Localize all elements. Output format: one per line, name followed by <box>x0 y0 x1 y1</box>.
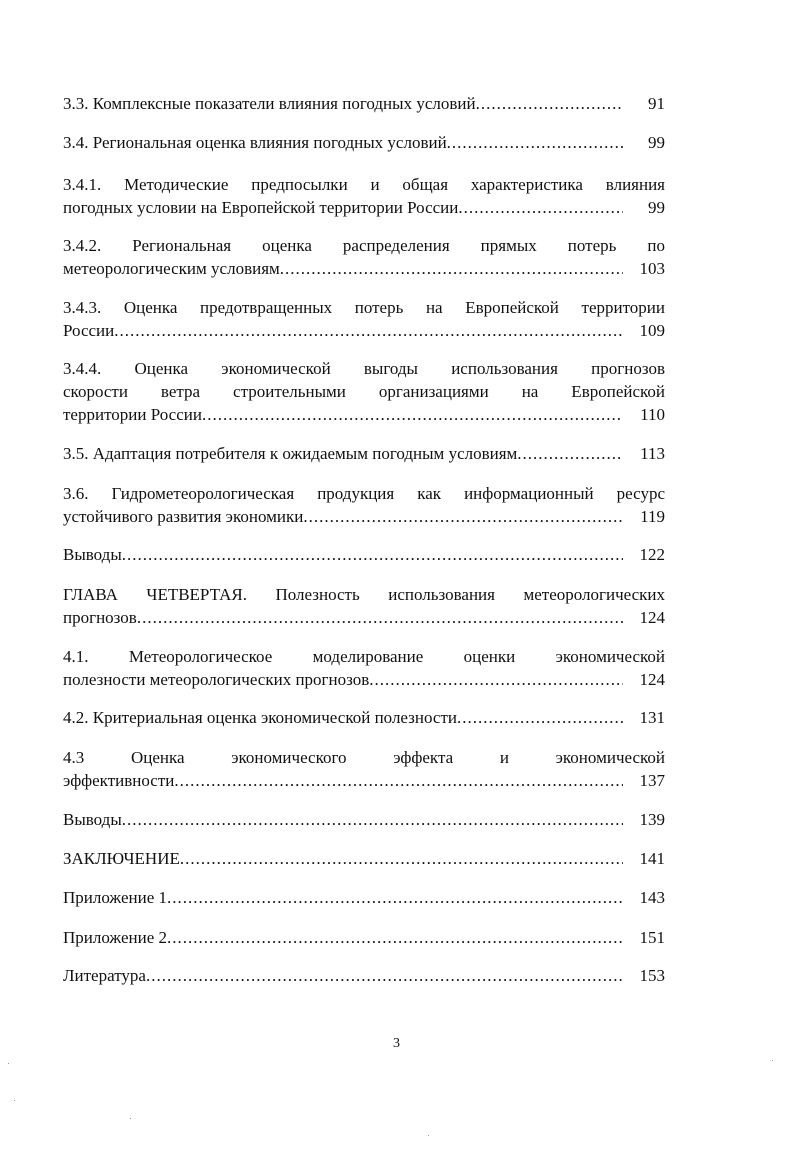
toc-entry <box>63 296 665 342</box>
toc-entry-text-line: 3.4.2. Региональная оценка распределения прямых потерь по <box>63 236 665 255</box>
toc-entry <box>63 543 665 566</box>
dot-leader <box>180 847 623 870</box>
dot-leader <box>280 257 623 280</box>
toc-entry <box>63 706 665 729</box>
toc-entry <box>63 926 665 949</box>
dot-leader <box>174 769 623 792</box>
toc-entry-page-number: 141 <box>639 849 665 868</box>
toc-entry <box>63 131 665 154</box>
toc-entry-page-number: 137 <box>639 771 665 790</box>
toc-entry-page-number: 139 <box>639 810 665 829</box>
toc-entry-title: Выводы <box>63 810 122 829</box>
toc-entry-title: прогнозов <box>63 608 137 627</box>
toc-entry-title: 3.5. Адаптация потребителя к ожидаемым погодным условиям <box>63 444 518 463</box>
toc-entry-page-number: 110 <box>640 405 665 424</box>
toc-entry-page-number: 151 <box>639 928 665 947</box>
toc-entry-title: России <box>63 321 115 340</box>
scan-speck <box>8 1063 9 1064</box>
dot-leader <box>167 926 623 949</box>
toc-entry <box>63 746 665 792</box>
toc-entry-leader-line <box>63 606 665 629</box>
dot-leader <box>517 442 623 465</box>
toc-entry-title: 3.4. Региональная оценка влияния погодных условий <box>63 133 447 152</box>
toc-entry-title: устойчивого развития экономики <box>63 507 304 526</box>
toc-entry-title: эффективности <box>63 771 175 790</box>
toc-entry-leader-line <box>63 706 665 729</box>
toc-entry-text-line: скорости ветра строительными организациями на Европейской <box>63 382 665 401</box>
toc-entry-leader-line <box>63 442 665 465</box>
toc-entry-text-line: ГЛАВА ЧЕТВЕРТАЯ. Полезность использования метеорологических <box>63 585 665 604</box>
toc-entry-title: метеорологическим условиям <box>63 259 280 278</box>
toc-entry-leader-line <box>63 808 665 831</box>
scan-speck <box>428 1135 429 1136</box>
toc-entry-leader-line <box>63 668 665 691</box>
toc-entry-text-line: 3.4.4. Оценка экономической выгоды использования прогнозов <box>63 359 665 378</box>
toc-entry-leader-line <box>63 257 665 280</box>
toc-entry-leader-line <box>63 847 665 870</box>
toc-entry-leader-line <box>63 403 665 426</box>
scan-speck <box>130 1118 131 1119</box>
toc-entry-title: Выводы <box>63 545 122 564</box>
toc-entry-page-number: 122 <box>639 545 665 564</box>
dot-leader <box>122 808 623 831</box>
toc-entry-page-number: 91 <box>648 94 665 113</box>
page-number: 3 <box>393 1036 400 1051</box>
toc-entry <box>63 808 665 831</box>
toc-entry <box>63 442 665 465</box>
toc-entry-page-number: 143 <box>639 888 665 907</box>
toc-entry <box>63 645 665 691</box>
toc-entry-page-number: 103 <box>639 259 665 278</box>
toc-entry-leader-line <box>63 926 665 949</box>
toc-entry <box>63 583 665 629</box>
toc-entry-page-number: 124 <box>639 608 665 627</box>
toc-entry-title: погодных условии на Европейской территории России <box>63 198 459 217</box>
toc-entry-title: 3.3. Комплексные показатели влияния погодных условий <box>63 94 476 113</box>
toc-entry-page-number: 131 <box>639 708 665 727</box>
toc-entry-title: ЗАКЛЮЧЕНИЕ <box>63 849 180 868</box>
toc-entry-page-number: 119 <box>640 507 665 526</box>
toc-entry <box>63 357 665 426</box>
toc-entry-text-line: 3.6. Гидрометеорологическая продукция как информационный ресурс <box>63 484 665 503</box>
toc-entry-leader-line <box>63 131 665 154</box>
toc-entry-page-number: 153 <box>639 966 665 985</box>
toc-entry-title: Приложение 2 <box>63 928 167 947</box>
toc-entry-title: Литература <box>63 966 146 985</box>
toc-entry-leader-line <box>63 543 665 566</box>
dot-leader <box>369 668 623 691</box>
toc-entry <box>63 847 665 870</box>
toc-entry <box>63 886 665 909</box>
dot-leader <box>303 505 623 528</box>
toc-entry-title: Приложение 1 <box>63 888 167 907</box>
dot-leader <box>447 131 623 154</box>
toc-entry-text-line: 4.3 Оценка экономического эффекта и экономической <box>63 748 665 767</box>
scan-speck <box>14 1100 15 1101</box>
toc-entry-title: 4.2. Критериальная оценка экономической полезности <box>63 708 457 727</box>
toc-entry-page-number: 99 <box>648 198 665 217</box>
toc-entry-leader-line <box>63 92 665 115</box>
dot-leader <box>202 403 623 426</box>
toc-entry-text-line: 3.4.1. Методические предпосылки и общая характеристика влияния <box>63 175 665 194</box>
toc-entry-text-line: 3.4.3. Оценка предотвращенных потерь на Европейской территории <box>63 298 665 317</box>
toc-entry <box>63 482 665 528</box>
toc-entry <box>63 964 665 987</box>
dot-leader <box>457 706 623 729</box>
toc-entry-leader-line <box>63 964 665 987</box>
toc-entry <box>63 234 665 280</box>
dot-leader <box>122 543 623 566</box>
toc-entry-leader-line <box>63 319 665 342</box>
dot-leader <box>146 964 623 987</box>
toc-entry <box>63 173 665 219</box>
toc-entry-leader-line <box>63 196 665 219</box>
toc-entry-leader-line <box>63 769 665 792</box>
toc-entry-title: территории России <box>63 405 202 424</box>
dot-leader <box>458 196 623 219</box>
toc-entry-leader-line <box>63 505 665 528</box>
toc-entry-page-number: 124 <box>639 670 665 689</box>
toc-entry-title: полезности метеорологических прогнозов <box>63 670 370 689</box>
toc-entry-page-number: 109 <box>639 321 665 340</box>
dot-leader <box>114 319 623 342</box>
toc-entry <box>63 92 665 115</box>
toc-entry-page-number: 113 <box>640 444 665 463</box>
dot-leader <box>167 886 623 909</box>
toc-entry-leader-line <box>63 886 665 909</box>
toc-entry-text-line: 4.1. Метеорологическое моделирование оценки экономической <box>63 647 665 666</box>
toc-entry-page-number: 99 <box>648 133 665 152</box>
dot-leader <box>476 92 623 115</box>
scan-speck <box>772 1060 773 1061</box>
dot-leader <box>137 606 623 629</box>
